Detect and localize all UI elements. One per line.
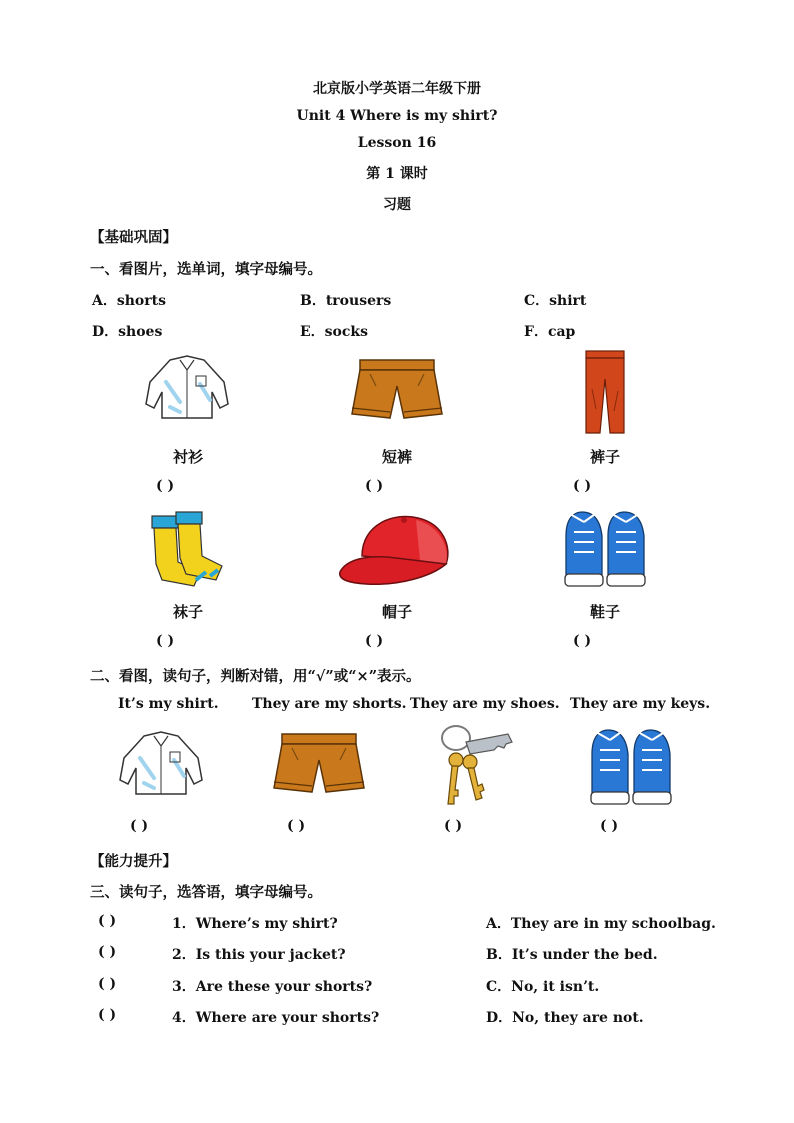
q3-answer-b: B．It’s under the bed. [486, 947, 658, 963]
q3-question-1: 1．Where’s my shirt? [172, 916, 338, 932]
q3-answer-c: C．No, it isn’t. [486, 979, 600, 995]
caption-shorts: 短裤 [381, 448, 412, 466]
q2-sentence-3: They are my shoes. [410, 696, 560, 712]
unit-title: Unit 4 Where is my shirt? [296, 108, 498, 124]
lesson-title: Lesson 16 [357, 135, 437, 151]
answer-blank[interactable]: ( ) [130, 818, 149, 834]
shoes-icon [586, 724, 676, 808]
option-b: B．trousers [300, 293, 392, 309]
caption-shirt: 衬衫 [172, 448, 203, 466]
q2-sentence-4: They are my keys. [570, 696, 711, 712]
exercise-kind: 习题 [383, 197, 411, 213]
q3-question-2: 2．Is this your jacket? [172, 947, 346, 963]
caption-shoes: 鞋子 [589, 603, 620, 621]
cap-icon [336, 510, 456, 588]
answer-blank[interactable]: ( ) [156, 633, 175, 649]
answer-blank[interactable]: ( ) [573, 633, 592, 649]
answer-blank[interactable]: ( ) [98, 913, 117, 929]
trousers-icon [582, 349, 628, 436]
q2-sentence-1: It’s my shirt. [118, 696, 219, 712]
q2-title: 二、看图，读句子，判断对错，用“√”或“×”表示。 [90, 668, 421, 685]
shoes-icon [560, 506, 650, 590]
answer-blank[interactable]: ( ) [600, 818, 619, 834]
shirt-icon [140, 352, 235, 422]
q3-question-4: 4．Where are your shorts? [172, 1010, 380, 1026]
answer-blank[interactable]: ( ) [98, 944, 117, 960]
answer-blank[interactable]: ( ) [365, 478, 384, 494]
section-basic-label: 【基础巩固】 [90, 229, 177, 246]
q3-question-3: 3．Are these your shorts? [172, 979, 373, 995]
answer-blank[interactable]: ( ) [98, 1007, 117, 1023]
shorts-icon [348, 356, 446, 426]
q1-title: 一、看图片，选单词，填字母编号。 [90, 261, 322, 278]
option-c: C．shirt [524, 293, 587, 309]
option-a: A．shorts [92, 293, 166, 309]
q2-sentence-2: They are my shorts. [252, 696, 407, 712]
q3-answer-d: D．No, they are not. [486, 1010, 644, 1026]
caption-trousers: 裤子 [589, 448, 620, 466]
period-title: 第 1 课时 [366, 166, 428, 182]
option-f: F．cap [524, 324, 576, 340]
shorts-icon [270, 730, 368, 800]
answer-blank[interactable]: ( ) [444, 818, 463, 834]
option-e: E．socks [300, 324, 368, 340]
shirt-icon [114, 728, 209, 798]
q3-title: 三、读句子，选答语，填字母编号。 [90, 884, 322, 901]
answer-blank[interactable]: ( ) [365, 633, 384, 649]
answer-blank[interactable]: ( ) [573, 478, 592, 494]
book-title: 北京版小学英语二年级下册 [313, 81, 481, 97]
caption-cap: 帽子 [381, 603, 412, 621]
section-advanced-label: 【能力提升】 [90, 853, 177, 870]
option-d: D．shoes [92, 324, 163, 340]
socks-icon [148, 510, 226, 590]
answer-blank[interactable]: ( ) [156, 478, 175, 494]
q3-answer-a: A．They are in my schoolbag. [486, 916, 716, 932]
keys-icon [436, 720, 516, 808]
answer-blank[interactable]: ( ) [287, 818, 306, 834]
answer-blank[interactable]: ( ) [98, 976, 117, 992]
caption-socks: 袜子 [172, 603, 203, 621]
